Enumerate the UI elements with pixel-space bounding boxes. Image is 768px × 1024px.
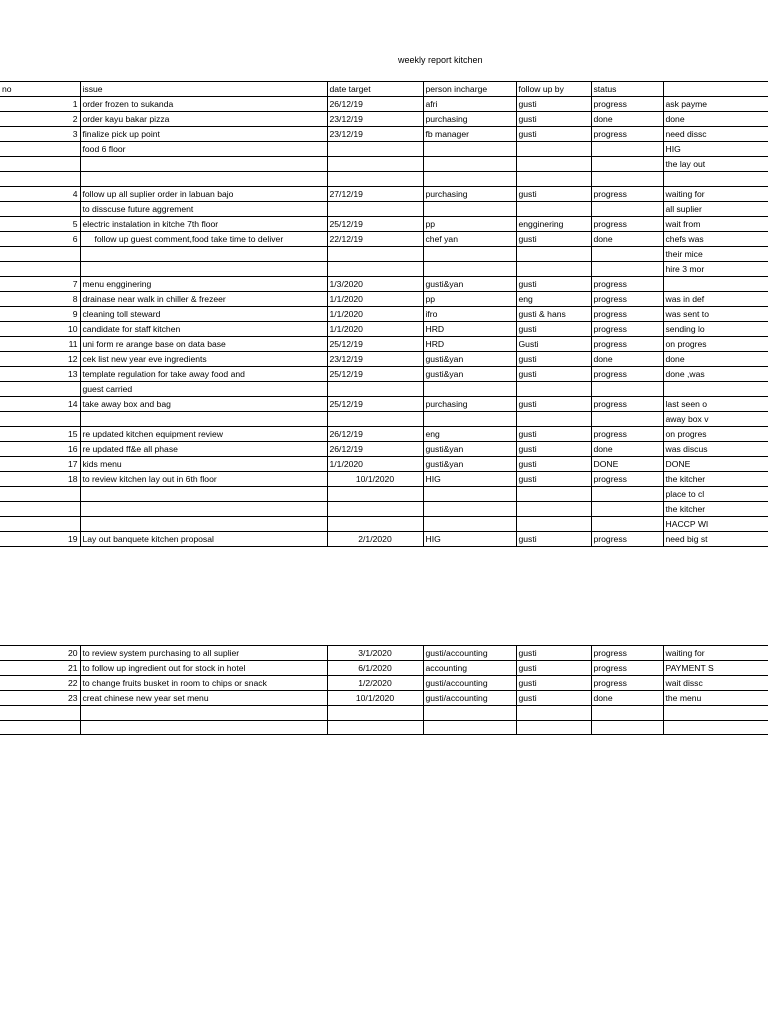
status-cell [591,720,663,735]
issue-cell [80,516,327,531]
table-row [0,142,768,157]
follow-up-by-cell [516,261,591,276]
status-cell: done [591,112,663,127]
status-cell: progress [591,471,663,486]
table-row [0,691,768,706]
date-target-cell: 10/1/2020 [327,471,423,486]
no-cell [0,516,80,531]
issue-cell: order kayu bakar pizza [80,112,327,127]
no-cell: 11 [0,336,80,351]
person-incharge-cell: purchasing [423,112,516,127]
table-row [0,321,768,336]
no-cell: 22 [0,676,80,691]
no-cell: 8 [0,291,80,306]
notes-cell: away box v [663,411,768,426]
date-target-cell [327,201,423,216]
no-cell: 1 [0,97,80,112]
table-row [0,261,768,276]
no-cell [0,142,80,157]
date-target-cell: 1/3/2020 [327,276,423,291]
notes-cell [663,381,768,396]
person-incharge-cell: chef yan [423,231,516,246]
table-row [0,186,768,201]
follow-up-by-cell: gusti [516,321,591,336]
no-cell: 18 [0,471,80,486]
header-issue-cell: issue [80,82,327,97]
date-target-cell: 25/12/19 [327,396,423,411]
notes-cell: PAYMENT S [663,661,768,676]
table-row [0,336,768,351]
table-row [0,172,768,187]
notes-cell: waiting for [663,186,768,201]
notes-cell: on progres [663,336,768,351]
table-row [0,720,768,735]
report-table [0,81,768,547]
status-cell: progress [591,276,663,291]
no-cell [0,720,80,735]
person-incharge-cell: purchasing [423,186,516,201]
table-row [0,471,768,486]
date-target-cell: 1/1/2020 [327,291,423,306]
issue-cell [80,246,327,261]
status-cell [591,501,663,516]
status-cell [591,157,663,172]
issue-cell: creat chinese new year set menu [80,691,327,706]
status-cell [591,486,663,501]
notes-cell: was in def [663,291,768,306]
header-status-cell: status [591,82,663,97]
status-cell: DONE [591,456,663,471]
no-cell [0,201,80,216]
date-target-cell: 27/12/19 [327,186,423,201]
person-incharge-cell [423,706,516,721]
date-target-cell [327,246,423,261]
follow-up-by-cell: gusti [516,97,591,112]
notes-cell: the kitcher [663,501,768,516]
person-incharge-cell [423,261,516,276]
date-target-cell: 26/12/19 [327,97,423,112]
header-notes-cell [663,82,768,97]
status-cell [591,261,663,276]
no-cell [0,261,80,276]
status-cell [591,246,663,261]
table-row [0,501,768,516]
issue-cell: follow up all suplier order in labuan bajo [80,186,327,201]
follow-up-by-cell [516,201,591,216]
date-target-cell: 3/1/2020 [327,646,423,661]
table-row [0,381,768,396]
person-incharge-cell [423,486,516,501]
issue-cell: candidate for staff kitchen [80,321,327,336]
notes-cell: HIG [663,142,768,157]
notes-cell: wait from [663,216,768,231]
person-incharge-cell: HRD [423,336,516,351]
person-incharge-cell: gusti&yan [423,366,516,381]
notes-cell: was sent to [663,306,768,321]
date-target-cell: 23/12/19 [327,112,423,127]
issue-cell: re updated kitchen equipment review [80,426,327,441]
no-cell [0,486,80,501]
notes-cell: all suplier [663,201,768,216]
status-cell: progress [591,321,663,336]
follow-up-by-cell: gusti [516,426,591,441]
follow-up-by-cell: gusti [516,351,591,366]
person-incharge-cell [423,201,516,216]
person-incharge-cell: gusti&yan [423,351,516,366]
notes-cell: done [663,112,768,127]
no-cell: 10 [0,321,80,336]
date-target-cell: 26/12/19 [327,426,423,441]
date-target-cell: 25/12/19 [327,216,423,231]
follow-up-by-cell: gusti [516,396,591,411]
person-incharge-cell: gusti/accounting [423,646,516,661]
date-target-cell: 25/12/19 [327,336,423,351]
status-cell: progress [591,291,663,306]
date-target-cell: 10/1/2020 [327,691,423,706]
status-cell [591,381,663,396]
person-incharge-cell [423,720,516,735]
status-cell: progress [591,661,663,676]
person-incharge-cell: gusti&yan [423,456,516,471]
issue-cell [80,501,327,516]
person-incharge-cell: HIG [423,471,516,486]
notes-cell: on progres [663,426,768,441]
issue-cell [80,172,327,187]
status-cell: progress [591,127,663,142]
table-row [0,127,768,142]
person-incharge-cell: pp [423,291,516,306]
follow-up-by-cell: engginering [516,216,591,231]
issue-cell: Lay out banquete kitchen proposal [80,531,327,546]
no-cell: 21 [0,661,80,676]
header-no-cell: no [0,82,80,97]
status-cell: progress [591,216,663,231]
status-cell: done [591,691,663,706]
notes-cell: was discus [663,441,768,456]
issue-cell: electric instalation in kitche 7th floor [80,216,327,231]
no-cell [0,172,80,187]
person-incharge-cell: HRD [423,321,516,336]
date-target-cell: 22/12/19 [327,231,423,246]
issue-cell [80,261,327,276]
notes-cell: done [663,351,768,366]
person-incharge-cell: gusti&yan [423,276,516,291]
person-incharge-cell [423,157,516,172]
status-cell [591,411,663,426]
follow-up-by-cell: gusti [516,127,591,142]
person-incharge-cell: pp [423,216,516,231]
follow-up-by-cell [516,157,591,172]
person-incharge-cell [423,411,516,426]
date-target-cell: 25/12/19 [327,366,423,381]
follow-up-by-cell: gusti [516,231,591,246]
notes-cell: sending lo [663,321,768,336]
notes-cell [663,706,768,721]
table-row [0,351,768,366]
status-cell: done [591,351,663,366]
follow-up-by-cell: gusti [516,366,591,381]
table-row [0,246,768,261]
no-cell: 12 [0,351,80,366]
notes-cell: the lay out [663,157,768,172]
date-target-cell [327,157,423,172]
no-cell: 20 [0,646,80,661]
notes-cell: waiting for [663,646,768,661]
follow-up-by-cell: gusti [516,531,591,546]
person-incharge-cell: afri [423,97,516,112]
table-row [0,531,768,546]
table-row [0,231,768,246]
status-cell: done [591,441,663,456]
follow-up-by-cell [516,411,591,426]
notes-cell: HACCP WI [663,516,768,531]
date-target-cell [327,172,423,187]
issue-cell [80,706,327,721]
no-cell [0,501,80,516]
status-cell [591,201,663,216]
date-target-cell: 1/2/2020 [327,676,423,691]
person-incharge-cell: eng [423,426,516,441]
no-cell: 16 [0,441,80,456]
table-row [0,366,768,381]
notes-cell: done ,was [663,366,768,381]
issue-cell: to change fruits busket in room to chips or snack [80,676,327,691]
date-target-cell: 2/1/2020 [327,531,423,546]
notes-cell: the kitcher [663,471,768,486]
follow-up-by-cell: gusti [516,471,591,486]
issue-cell: to follow up ingredient out for stock in hotel [80,661,327,676]
issue-cell: cleaning toll steward [80,306,327,321]
table-row [0,112,768,127]
follow-up-by-cell: gusti [516,691,591,706]
person-incharge-cell: gusti/accounting [423,676,516,691]
date-target-cell: 6/1/2020 [327,661,423,676]
status-cell [591,516,663,531]
no-cell [0,246,80,261]
status-cell: progress [591,396,663,411]
no-cell: 14 [0,396,80,411]
no-cell [0,411,80,426]
table-row [0,97,768,112]
status-cell: progress [591,531,663,546]
issue-cell: drainase near walk in chiller & frezeer [80,291,327,306]
follow-up-by-cell [516,501,591,516]
follow-up-by-cell [516,486,591,501]
no-cell: 15 [0,426,80,441]
no-cell: 19 [0,531,80,546]
issue-cell: food 6 floor [80,142,327,157]
follow-up-by-cell: gusti [516,276,591,291]
issue-cell: cek list new year eve ingredients [80,351,327,366]
status-cell: done [591,231,663,246]
issue-cell: follow up guest comment,food take time to deliver [80,231,327,246]
notes-cell: the menu [663,691,768,706]
person-incharge-cell: HIG [423,531,516,546]
table-row [0,516,768,531]
notes-cell: wait dissc [663,676,768,691]
table-row [0,396,768,411]
person-incharge-cell: accounting [423,661,516,676]
date-target-cell [327,501,423,516]
date-target-cell: 1/1/2020 [327,456,423,471]
follow-up-by-cell [516,516,591,531]
issue-cell: guest carried [80,381,327,396]
status-cell: progress [591,186,663,201]
follow-up-by-cell: gusti [516,676,591,691]
person-incharge-cell [423,501,516,516]
person-incharge-cell [423,172,516,187]
status-cell [591,172,663,187]
status-cell: progress [591,676,663,691]
no-cell: 23 [0,691,80,706]
date-target-cell [327,411,423,426]
issue-cell: to review kitchen lay out in 6th floor [80,471,327,486]
issue-cell: order frozen to sukanda [80,97,327,112]
person-incharge-cell: ifro [423,306,516,321]
status-cell: progress [591,336,663,351]
issue-cell [80,486,327,501]
table-row [0,676,768,691]
notes-cell: ask payme [663,97,768,112]
follow-up-by-cell: Gusti [516,336,591,351]
person-incharge-cell: gusti/accounting [423,691,516,706]
person-incharge-cell [423,246,516,261]
date-target-cell [327,720,423,735]
notes-cell: need big st [663,531,768,546]
follow-up-by-cell: gusti [516,646,591,661]
table-row [0,441,768,456]
issue-cell: uni form re arange base on data base [80,336,327,351]
person-incharge-cell [423,516,516,531]
table-row [0,456,768,471]
no-cell: 5 [0,216,80,231]
issue-cell: take away box and bag [80,396,327,411]
date-target-cell [327,261,423,276]
follow-up-by-cell: gusti & hans [516,306,591,321]
table-row [0,486,768,501]
table-row [0,426,768,441]
status-cell: progress [591,426,663,441]
date-target-cell [327,486,423,501]
header-date-target-cell: date target [327,82,423,97]
table-row [0,201,768,216]
issue-cell [80,720,327,735]
date-target-cell: 1/1/2020 [327,306,423,321]
date-target-cell: 23/12/19 [327,127,423,142]
status-cell: progress [591,366,663,381]
date-target-cell: 23/12/19 [327,351,423,366]
header-person-incharge-cell: person incharge [423,82,516,97]
date-target-cell [327,706,423,721]
notes-cell: their mice [663,246,768,261]
table-row [0,276,768,291]
table-row [0,216,768,231]
issue-cell: kids menu [80,456,327,471]
notes-cell: DONE [663,456,768,471]
person-incharge-cell: fb manager [423,127,516,142]
notes-cell [663,720,768,735]
issue-cell [80,411,327,426]
status-cell: progress [591,646,663,661]
notes-cell: chefs was [663,231,768,246]
issue-cell: to disscuse future aggrement [80,201,327,216]
date-target-cell [327,142,423,157]
no-cell: 4 [0,186,80,201]
date-target-cell [327,381,423,396]
date-target-cell: 1/1/2020 [327,321,423,336]
date-target-cell: 26/12/19 [327,441,423,456]
follow-up-by-cell [516,381,591,396]
follow-up-by-cell [516,172,591,187]
header-row [0,82,768,97]
no-cell: 2 [0,112,80,127]
follow-up-by-cell: gusti [516,441,591,456]
no-cell: 9 [0,306,80,321]
header-follow-up-by-cell: follow up by [516,82,591,97]
table-row [0,157,768,172]
notes-cell: hire 3 mor [663,261,768,276]
status-cell [591,706,663,721]
follow-up-by-cell [516,142,591,157]
status-cell: progress [591,306,663,321]
table-row [0,646,768,661]
person-incharge-cell [423,142,516,157]
no-cell: 17 [0,456,80,471]
issue-cell: template regulation for take away food and [80,366,327,381]
table-row [0,306,768,321]
status-cell [591,142,663,157]
follow-up-by-cell: gusti [516,456,591,471]
table-row [0,291,768,306]
table-row [0,706,768,721]
report-title: weekly report kitchen [398,55,483,65]
notes-cell: last seen o [663,396,768,411]
date-target-cell [327,516,423,531]
no-cell [0,157,80,172]
person-incharge-cell [423,381,516,396]
follow-up-by-cell [516,706,591,721]
no-cell: 3 [0,127,80,142]
notes-cell: need dissc [663,127,768,142]
person-incharge-cell: purchasing [423,396,516,411]
notes-cell [663,276,768,291]
notes-cell: place to cl [663,486,768,501]
issue-cell: menu engginering [80,276,327,291]
issue-cell: to review system purchasing to all suplier [80,646,327,661]
no-cell: 13 [0,366,80,381]
no-cell: 6 [0,231,80,246]
no-cell [0,706,80,721]
table-row [0,661,768,676]
follow-up-by-cell: gusti [516,112,591,127]
issue-cell [80,157,327,172]
no-cell [0,381,80,396]
follow-up-by-cell [516,246,591,261]
issue-cell: finalize pick up point [80,127,327,142]
person-incharge-cell: gusti&yan [423,441,516,456]
follow-up-by-cell: gusti [516,661,591,676]
table-row [0,411,768,426]
no-cell: 7 [0,276,80,291]
issue-cell: re updated ff&e all phase [80,441,327,456]
follow-up-by-cell: gusti [516,186,591,201]
report-table-continued [0,645,768,735]
status-cell: progress [591,97,663,112]
follow-up-by-cell [516,720,591,735]
follow-up-by-cell: eng [516,291,591,306]
notes-cell [663,172,768,187]
